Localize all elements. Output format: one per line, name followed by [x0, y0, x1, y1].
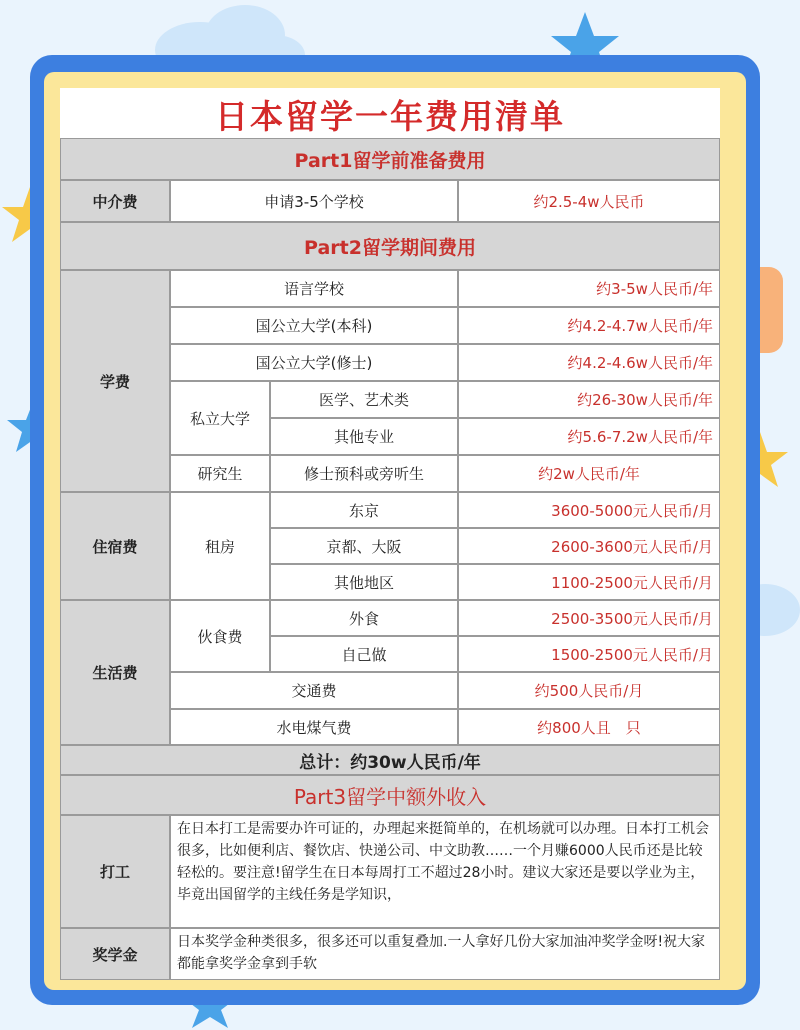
private-university: 私立大学	[170, 381, 270, 455]
public-undergrad-cost: 约4.2-4.7w人民币/年	[458, 307, 720, 344]
scholarship-text: 日本奖学金种类很多，很多还可以重复叠加.一人拿好几份大家加油冲奖学金呀!祝大家都能拿奖学金拿到手软	[170, 928, 720, 980]
eat-out-cost: 2500-3500元人民币/月	[458, 600, 720, 636]
language-school-cost: 约3-5w人民币/年	[458, 270, 720, 307]
part3-heading: Part3留学中额外收入	[60, 775, 720, 815]
page-title: 日本留学一年费用清单	[60, 90, 720, 138]
category-agency: 中介费	[60, 180, 170, 222]
utilities: 水电煤气费	[170, 709, 458, 745]
research-item: 修士预科或旁听生	[270, 455, 458, 492]
other-area: 其他地区	[270, 564, 458, 600]
agency-item: 申请3-5个学校	[170, 180, 458, 222]
rental: 租房	[170, 492, 270, 600]
medical-art-cost: 约26-30w人民币/年	[458, 381, 720, 418]
utilities-cost: 约800人且 只	[458, 709, 720, 745]
transport-cost: 约500人民币/月	[458, 672, 720, 709]
other-major: 其他专业	[270, 418, 458, 455]
category-scholarship: 奖学金	[60, 928, 170, 980]
eat-out: 外食	[270, 600, 458, 636]
category-part-time-work: 打工	[60, 815, 170, 928]
category-housing: 住宿费	[60, 492, 170, 600]
part1-heading: Part1留学前准备费用	[60, 138, 720, 180]
part2-heading: Part2留学期间费用	[60, 222, 720, 270]
tokyo: 东京	[270, 492, 458, 528]
public-master: 国公立大学(修士)	[170, 344, 458, 381]
part-time-work-text: 在日本打工是需要办许可证的，办理起来挺简单的，在机场就可以办理。日本打工机会很多，比如便利店、餐饮店、快递公司、中文助教……一个月赚6000人民币还是比较轻松的。要注意!留学生在日本每周打工不超过28小时。建议大家还是要以学业为主，毕竟出国留学的主线任务是学知识，	[170, 815, 720, 928]
agency-cost: 约2.5-4w人民币	[458, 180, 720, 222]
cook-self: 自己做	[270, 636, 458, 672]
other-major-cost: 约5.6-7.2w人民币/年	[458, 418, 720, 455]
category-living: 生活费	[60, 600, 170, 745]
tokyo-cost: 3600-5000元人民币/月	[458, 492, 720, 528]
medical-art: 医学、艺术类	[270, 381, 458, 418]
kyoto-osaka: 京都、大阪	[270, 528, 458, 564]
language-school: 语言学校	[170, 270, 458, 307]
kyoto-osaka-cost: 2600-3600元人民币/月	[458, 528, 720, 564]
food-expense: 伙食费	[170, 600, 270, 672]
transport: 交通费	[170, 672, 458, 709]
other-area-cost: 1100-2500元人民币/月	[458, 564, 720, 600]
public-master-cost: 约4.2-4.6w人民币/年	[458, 344, 720, 381]
total-cost: 总计：约30w人民币/年	[60, 745, 720, 775]
cook-self-cost: 1500-2500元人民币/月	[458, 636, 720, 672]
research-cost: 约2w人民币/年	[458, 455, 720, 492]
category-tuition: 学费	[60, 270, 170, 492]
research-student: 研究生	[170, 455, 270, 492]
public-undergrad: 国公立大学(本科)	[170, 307, 458, 344]
